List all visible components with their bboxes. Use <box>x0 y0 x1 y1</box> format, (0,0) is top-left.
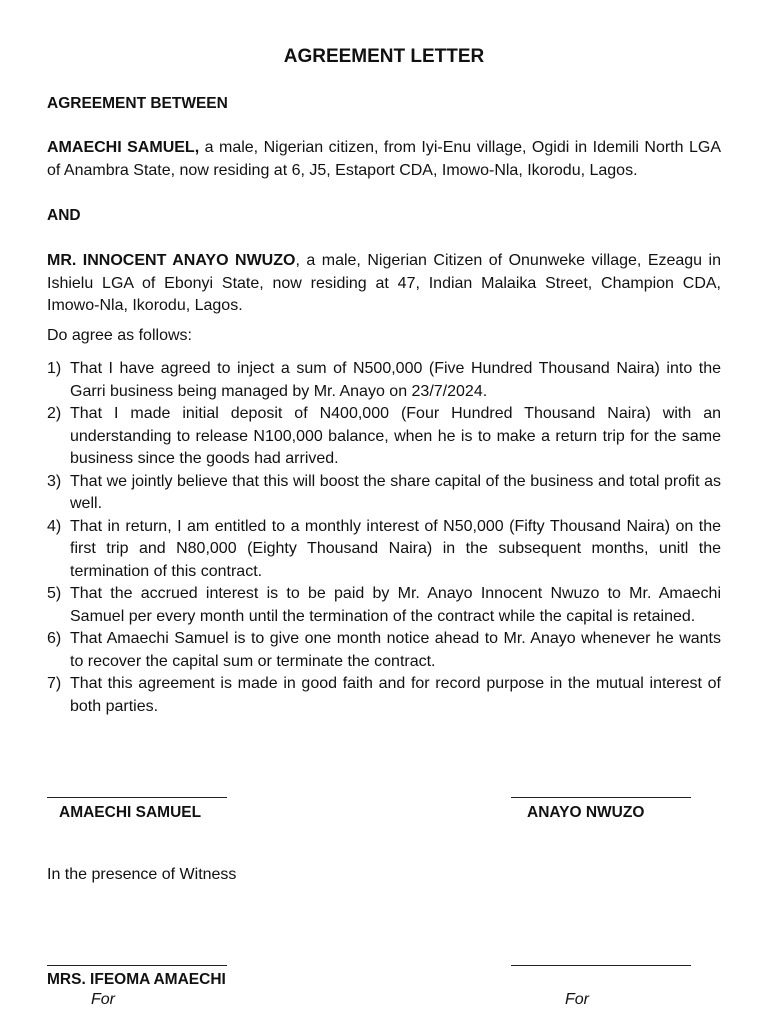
list-item <box>47 403 721 471</box>
between-heading: AGREEMENT BETWEEN <box>47 95 228 112</box>
list-item <box>47 628 721 673</box>
clause-number: 7) <box>47 675 62 692</box>
clause-text: That the accrued interest is to be paid by Mr. Anayo Innocent Nwuzo to Mr. Amaechi Samuel per every month until the termination of the contract while the capital is retained. <box>70 585 721 625</box>
clause-number: 1) <box>47 360 62 377</box>
clause-text: That I made initial deposit of N400,000 (Four Hundred Thousand Naira) with an understanding to release N100,000 balance, when he is to make a return trip for the same business since the goods had arrived. <box>70 405 721 467</box>
list-item <box>47 471 721 516</box>
list-item <box>47 516 721 584</box>
party-one-paragraph <box>47 137 721 182</box>
clause-text: That in return, I am entitled to a monthly interest of N50,000 (Fifty Thousand Naira) on the first trip and N80,000 (Eighty Thousand Naira) in the subsequent months, unitl the termination of this contract. <box>70 517 721 580</box>
witness-line-left <box>47 965 227 966</box>
document-title: AGREEMENT LETTER <box>283 46 485 67</box>
witness-line-right <box>511 965 691 966</box>
and-label: AND <box>47 207 81 224</box>
clause-list <box>47 358 721 718</box>
clause-number: 5) <box>47 585 62 602</box>
witness-left-for: For <box>91 991 115 1008</box>
clause-text: That this agreement is made in good faith and for record purpose in the mutual interest of both parties. <box>70 675 721 715</box>
witness-right-for: For <box>565 991 589 1008</box>
witness-intro: In the presence of Witness <box>47 866 237 883</box>
signature-line-left <box>47 797 227 798</box>
clause-text: That we jointly believe that this will boost the share capital of the business and total profit as well. <box>70 472 721 512</box>
list-item <box>47 673 721 718</box>
party-one-details: a male, Nigerian citizen, from Iyi-Enu village, Ogidi in Idemili North LGA of Anambra State, now residing at 6, J5, Estaport CDA, Imowo-Nla, Ikorodu, Lagos. <box>47 139 722 179</box>
list-item <box>47 583 721 628</box>
party-one-name: AMAECHI SAMUEL, <box>47 139 200 156</box>
party-two-details: , a male, Nigerian Citizen of Onunweke village, Ezeagu in Ishielu LGA of Ebonyi State, now residing at 47, Indian Malaika Street, Champion CDA, Imowo-Nla, Ikorodu, Lagos. <box>47 252 722 314</box>
signatory-left-name: AMAECHI SAMUEL <box>59 804 202 821</box>
clause-number: 6) <box>47 630 62 647</box>
witness-left-name: MRS. IFEOMA AMAECHI <box>47 971 226 988</box>
agree-intro: Do agree as follows: <box>47 327 192 344</box>
clause-number: 3) <box>47 472 62 490</box>
clause-number: 4) <box>47 517 62 535</box>
clause-text: That Amaechi Samuel is to give one month notice ahead to Mr. Anayo whenever he wants to recover the capital sum or terminate the contract. <box>70 630 721 670</box>
party-two-name: MR. INNOCENT ANAYO NWUZO <box>47 252 296 269</box>
list-item <box>47 358 721 403</box>
party-two-paragraph <box>47 250 721 318</box>
clause-text: That I have agreed to inject a sum of N500,000 (Five Hundred Thousand Naira) into the Garri business being managed by Mr. Anayo on 23/7/2024. <box>70 360 721 400</box>
signatory-right-name: ANAYO NWUZO <box>527 804 645 821</box>
clause-number: 2) <box>47 405 62 422</box>
signature-line-right <box>511 797 691 798</box>
